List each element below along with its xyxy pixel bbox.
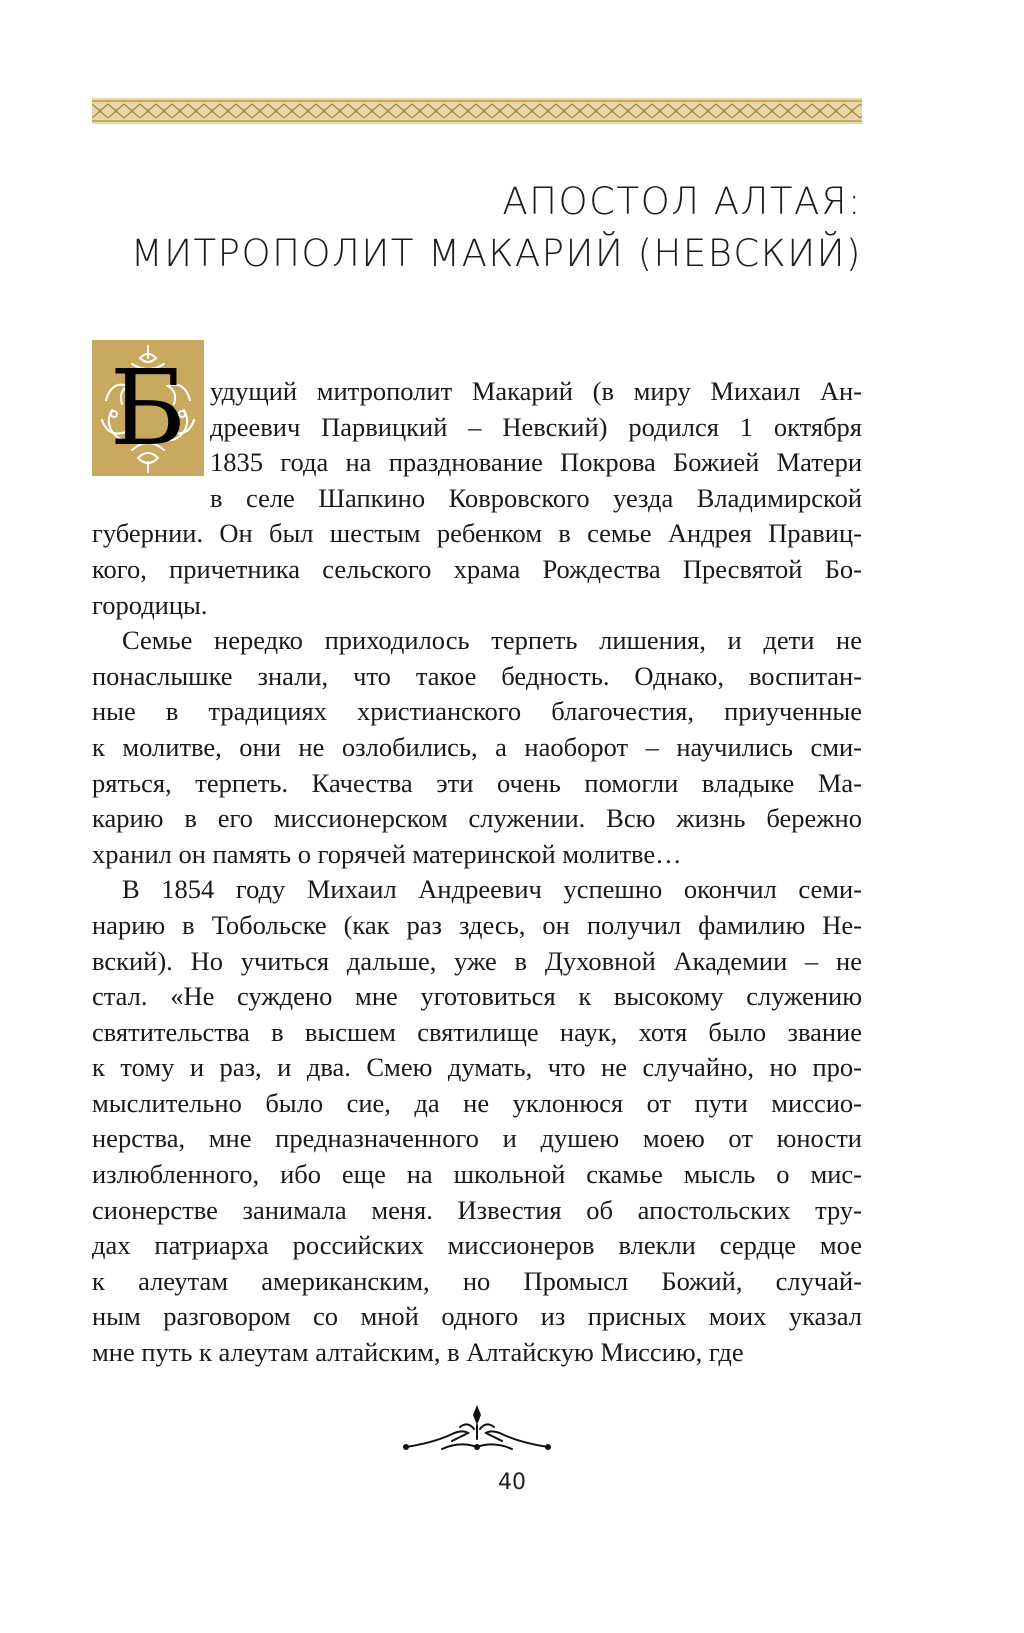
- text-line: вский). Но учиться дальше, уже в Духовной Академии – не: [92, 945, 862, 976]
- text-line: губернии. Он был шестым ребенком в семье Андрея Правиц-: [92, 518, 862, 549]
- text-line: нарию в Тобольске (как раз здесь, он получил фамилию Не-: [92, 909, 862, 940]
- chapter-title-line-1: АПОСТОЛ АЛТАЯ:: [502, 180, 862, 223]
- text-line: нерства, мне предназначенного и душею моею от юности: [92, 1123, 862, 1154]
- text-line: хранил он память о горячей материнской молитве…: [92, 838, 682, 869]
- text-line: к алеутам американским, но Промысл Божий, случай-: [92, 1265, 862, 1296]
- text-line: мыслительно было сие, да не уклонюся от пути миссио-: [92, 1087, 862, 1118]
- text-line: к молитве, они не озлобились, а наоборот – научились сми-: [92, 731, 862, 762]
- decorative-top-border: [92, 98, 862, 124]
- text-line: 1835 года на празднование Покрова Божией Матери: [210, 447, 862, 478]
- text-line: ным разговором со мной одного из присных моих указал: [92, 1301, 862, 1332]
- text-line: в селе Шапкино Ковровского уезда Владимирской: [210, 482, 862, 513]
- page-number: 40: [498, 1470, 526, 1495]
- text-line: карию в его миссионерском служении. Всю жизнь бережно: [92, 803, 862, 834]
- text-line: излюбленного, ибо еще на школьной скамье мысль о мис-: [92, 1159, 862, 1190]
- bottom-flourish-ornament-icon: [402, 1403, 552, 1455]
- text-line: святительства в высшем святилище наук, хотя было звание: [92, 1016, 862, 1047]
- chapter-title: [102, 176, 862, 280]
- drop-cap-letter: Б: [109, 347, 187, 469]
- text-line: Семье нередко приходилось терпеть лишения, и дети не: [122, 625, 862, 656]
- text-line: кого, причетника сельского храма Рождества Пресвятой Бо-: [92, 553, 862, 584]
- text-line: к тому и раз, и два. Смею думать, что не случайно, но про-: [92, 1052, 862, 1083]
- text-line: сионерстве занимала меня. Известия об апостольских тру-: [92, 1194, 862, 1225]
- text-line: дах патриарха российских миссионеров влекли сердце мое: [92, 1230, 862, 1261]
- text-line: В 1854 году Михаил Андреевич успешно окончил семи-: [122, 874, 862, 905]
- text-line: ряться, терпеть. Качества эти очень помогли владыке Ма-: [92, 767, 862, 798]
- body-text: [92, 374, 862, 1371]
- text-line: понаслышке знали, что такое бедность. Однако, воспитан-: [92, 660, 862, 691]
- text-line: мне путь к алеутам алтайским, в Алтайскую Миссию, где: [92, 1337, 744, 1368]
- text-line: удущий митрополит Макарий (в миру Михаил Ан-: [210, 376, 862, 406]
- chapter-title-line-2: МИТРОПОЛИТ МАКАРИЙ (НЕВСКИЙ): [130, 232, 862, 275]
- text-line: дреевич Парвицкий – Невский) родился 1 октября: [210, 411, 862, 442]
- text-line: стал. «Не суждено мне уготовиться к высокому служению: [92, 981, 862, 1012]
- text-line: ные в традициях христианского благочестия, приученные: [92, 696, 862, 727]
- text-line: городицы.: [92, 589, 208, 620]
